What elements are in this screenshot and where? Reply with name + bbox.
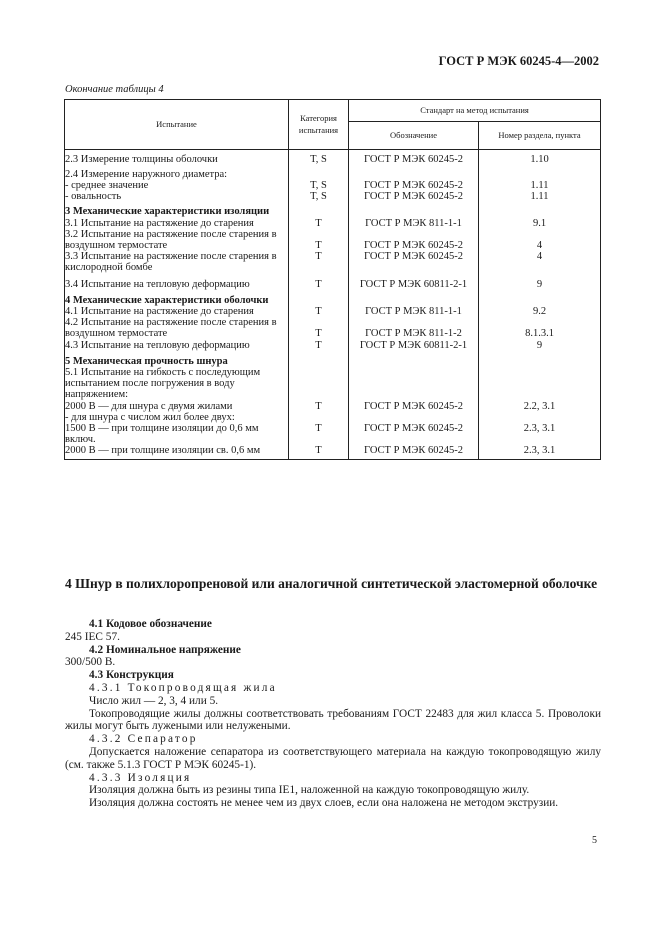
section-cell: 1.11: [479, 191, 601, 202]
test-cell: 5.1 Испытание на гибкость с последующим испытанием после погружения в воду напряжением:: [65, 367, 289, 401]
table-row: [65, 279, 601, 290]
table-row: [65, 251, 601, 273]
test-cell: 2.3 Измерение толщины оболочки: [65, 154, 289, 165]
category-cell: T: [289, 423, 349, 445]
section-cell: 2.2, 3.1: [479, 401, 601, 412]
section-cell: 4: [479, 251, 601, 273]
category-cell: T, S: [289, 191, 349, 202]
standard-cell: ГОСТ Р МЭК 60245-2: [349, 401, 479, 412]
category-cell: T: [289, 317, 349, 339]
standard-cell: ГОСТ Р МЭК 60811-2-1: [349, 279, 479, 290]
table-row: [65, 191, 601, 202]
standard-cell: ГОСТ Р МЭК 60245-2: [349, 229, 479, 251]
test-cell: 3.4 Испытание на тепловую деформацию: [65, 279, 289, 290]
table-row: [65, 445, 601, 459]
section-cell: 2.3, 3.1: [479, 445, 601, 459]
standard-cell: ГОСТ Р МЭК 60245-2: [349, 445, 479, 459]
section-heading: 4 Шнур в полихлоропреновой или аналогичной синтетической эластомерной оболочке: [65, 576, 598, 591]
category-cell: T: [289, 251, 349, 273]
paragraph: 300/500 В.: [65, 656, 116, 669]
standard-cell: ГОСТ Р МЭК 60245-2: [349, 251, 479, 273]
test-cell: 2000 В — для шнура с двумя жилами: [65, 401, 289, 412]
section-body: [65, 618, 601, 810]
standard-cell: ГОСТ Р МЭК 811-1-1: [349, 306, 479, 317]
paragraph: Токопроводящие жилы должны соответствовать требованиям ГОСТ 22483 для жил класса 5. Проволоки жилы могут быть лужеными или нелужеными.: [65, 707, 601, 733]
test-cell: - среднее значение: [65, 180, 289, 191]
section-cell: 1.10: [479, 154, 601, 165]
category-cell: T: [289, 340, 349, 351]
col-section-header: Номер раздела, пункта: [479, 122, 601, 150]
table-row: [65, 317, 601, 339]
section-cell: 2.3, 3.1: [479, 423, 601, 445]
subsection-heading: 4.3.3 Изоляция: [89, 771, 192, 784]
table-row: [65, 306, 601, 317]
table-row: [65, 154, 601, 165]
subsection-heading: 4.2 Номинальное напряжение: [89, 643, 241, 656]
subsection-heading: 4.3.1 Токопроводящая жила: [89, 681, 277, 694]
table-row: [65, 180, 601, 191]
test-cell: - для шнура с числом жил более двух:: [65, 412, 289, 423]
standard-cell: ГОСТ Р МЭК 60245-2: [349, 191, 479, 202]
paragraph: Изоляция должна быть из резины типа IE1, наложенной на каждую токопроводящую жилу.: [89, 784, 530, 797]
test-cell: 4 Механические характеристики оболочки: [65, 295, 289, 306]
table-row: [65, 295, 601, 306]
test-cell: 2000 В — при толщине изоляции св. 0,6 мм: [65, 445, 289, 459]
table-row: [65, 423, 601, 445]
table-row: [65, 412, 601, 423]
col-standard-header: Стандарт на метод испытания: [349, 100, 601, 122]
document-header: ГОСТ Р МЭК 60245-4—2002: [438, 54, 599, 68]
category-cell: T: [289, 218, 349, 229]
section-cell: 9: [479, 340, 601, 351]
section-cell: 4: [479, 229, 601, 251]
standard-cell: ГОСТ Р МЭК 60245-2: [349, 154, 479, 165]
category-cell: T, S: [289, 180, 349, 191]
col-designation-header: Обозначение: [349, 122, 479, 150]
table-row: [65, 356, 601, 367]
col-category-header: Категория испытания: [289, 100, 349, 150]
table-row: [65, 401, 601, 412]
section-cell: 9: [479, 279, 601, 290]
test-cell: 3 Механические характеристики изоляции: [65, 206, 289, 217]
standard-cell: ГОСТ Р МЭК 811-1-2: [349, 317, 479, 339]
category-cell: T: [289, 229, 349, 251]
subsection-heading: 4.3 Конструкция: [89, 669, 174, 682]
test-cell: 3.1 Испытание на растяжение до старения: [65, 218, 289, 229]
category-cell: T: [289, 445, 349, 459]
test-cell: 4.2 Испытание на растяжение после старения в воздушном термостате: [65, 317, 289, 339]
standard-cell: ГОСТ Р МЭК 60245-2: [349, 180, 479, 191]
section-cell: 8.1.3.1: [479, 317, 601, 339]
category-cell: T: [289, 279, 349, 290]
test-cell: 2.4 Измерение наружного диаметра:: [65, 169, 289, 180]
test-cell: 4.1 Испытание на растяжение до старения: [65, 306, 289, 317]
standard-cell: ГОСТ Р МЭК 811-1-1: [349, 218, 479, 229]
table-row: [65, 169, 601, 180]
paragraph: Изоляция должна состоять не менее чем из двух слоев, если она наложена не методом экструзии.: [89, 797, 559, 810]
test-cell: 4.3 Испытание на тепловую деформацию: [65, 340, 289, 351]
subsection-heading: 4.3.2 Сепаратор: [89, 733, 198, 746]
table-row: [65, 218, 601, 229]
test-table: [64, 99, 601, 460]
table-row: [65, 206, 601, 217]
paragraph: 245 IEC 57.: [65, 630, 120, 643]
test-cell: 5 Механическая прочность шнура: [65, 356, 289, 367]
page-number: 5: [592, 835, 597, 846]
table-caption: Окончание таблицы 4: [65, 84, 164, 95]
section-cell: 9.2: [479, 306, 601, 317]
paragraph: Допускается наложение сепаратора из соответствующего материала на каждую токопроводящую жилу (см. также 5.1.3 ГОСТ Р МЭК 60245-1).: [65, 745, 601, 771]
test-cell: 3.3 Испытание на растяжение после старения в кислородной бомбе: [65, 251, 289, 273]
category-cell: T: [289, 401, 349, 412]
category-cell: T: [289, 306, 349, 317]
standard-cell: ГОСТ Р МЭК 60811-2-1: [349, 340, 479, 351]
test-cell: - овальность: [65, 191, 289, 202]
table-row: [65, 367, 601, 401]
test-cell: 3.2 Испытание на растяжение после старения в воздушном термостате: [65, 229, 289, 251]
test-cell: 1500 В — при толщине изоляции до 0,6 мм включ.: [65, 423, 289, 445]
standard-cell: ГОСТ Р МЭК 60245-2: [349, 423, 479, 445]
category-cell: T, S: [289, 154, 349, 165]
section-cell: 9.1: [479, 218, 601, 229]
col-test-header: Испытание: [65, 100, 289, 150]
section-cell: 1.11: [479, 180, 601, 191]
subsection-heading: 4.1 Кодовое обозначение: [89, 618, 212, 630]
table-row: [65, 229, 601, 251]
table-row: [65, 340, 601, 351]
paragraph: Число жил — 2, 3, 4 или 5.: [89, 694, 219, 707]
